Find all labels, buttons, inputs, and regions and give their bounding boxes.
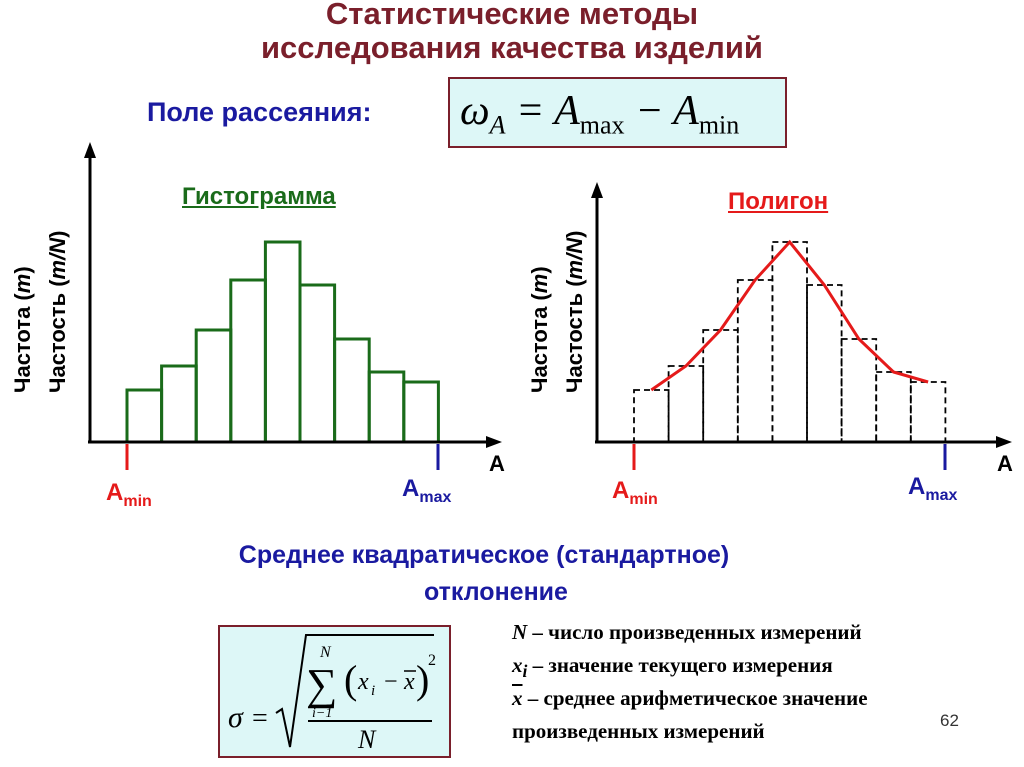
formula-minus: −: [384, 669, 398, 695]
i-subscript: i: [371, 683, 376, 699]
histogram-ylabel-frequency: Частота (m): [10, 266, 35, 393]
polygon-bar-8: [876, 372, 911, 442]
polygon-ylabel-relative: Частость (m/N): [562, 230, 587, 393]
std-dev-title-line-2: отклонение: [424, 578, 568, 606]
polygon-bar-7: [842, 339, 877, 442]
legend-line-n: N – число произведенных измерений: [512, 620, 862, 644]
polygon-bar-6: [807, 285, 842, 442]
sum-symbol: ∑: [306, 660, 338, 709]
x-bar: x: [404, 669, 415, 695]
polygon-x-label: A: [997, 451, 1013, 476]
scatter-field-label: Поле рассеяния:: [147, 97, 372, 127]
polygon-x-arrow: [996, 436, 1012, 448]
power-2: 2: [428, 652, 436, 669]
histogram-bar-5: [265, 242, 300, 442]
sum-lower-limit: i−1: [312, 706, 333, 721]
formula-eq-amax: = A: [505, 88, 580, 134]
std-dev-title-line-1: Среднее квадратическое (стандартное): [238, 541, 730, 569]
histogram-bar-6: [300, 285, 335, 442]
denominator-N: N: [358, 725, 376, 754]
formula-minus-amin: − A: [624, 88, 699, 134]
polygon-bar-2: [669, 366, 704, 442]
polygon-bar-5: [772, 242, 807, 442]
x-i: x: [358, 669, 369, 695]
polygon-dashed-bars: [634, 242, 945, 442]
legend-line-4: произведенных измерений: [512, 719, 765, 743]
polygon-title: Полигон: [728, 188, 829, 215]
max-subscript: max: [579, 110, 625, 140]
legend-line-xi: $x_i$ – значение текущего измерения: [512, 653, 833, 682]
page-title-line-2: исследования качества изделий: [261, 30, 763, 65]
page-title-line-1: Статистические методы: [325, 0, 699, 31]
polygon-bar-3: [703, 330, 738, 442]
histogram-bar-8: [369, 372, 404, 442]
histogram-y-arrow: [84, 142, 96, 158]
std-dev-formula: [218, 625, 451, 758]
histogram-bar-1: [127, 390, 162, 442]
polygon-amax-label: $A_{max}$: [908, 473, 958, 504]
paren-right: ): [416, 657, 430, 702]
min-subscript: min: [698, 110, 740, 140]
histogram-bar-7: [335, 339, 370, 442]
sum-upper-limit: N: [320, 644, 331, 661]
polygon-bar-4: [738, 280, 773, 442]
polygon-line: [651, 242, 928, 390]
histogram-amax-label: $A_{max}$: [402, 475, 452, 506]
histogram-bar-2: [162, 366, 197, 442]
histogram-title: Гистограмма: [182, 183, 336, 210]
histogram-bar-3: [196, 330, 231, 442]
polygon-ylabel-frequency: Частота (m): [527, 266, 552, 393]
legend-line-xbar: $\overline{x}$ – среднее арифметическое значение: [512, 686, 868, 710]
histogram-ylabel-relative: Частость (m/N): [45, 230, 70, 393]
polygon-bar-9: [911, 382, 946, 442]
polygon-amin-label: $A_{min}$: [612, 477, 658, 508]
omega-symbol: ω: [460, 88, 490, 134]
formula-equals: =: [252, 703, 268, 734]
histogram-amin-label: $A_{min}$: [106, 479, 152, 510]
histogram-chart: [0, 140, 520, 500]
omega-subscript: A: [489, 110, 506, 140]
polygon-y-arrow: [591, 182, 603, 198]
histogram-bar-9: [404, 382, 439, 442]
page-number: 62: [940, 711, 959, 730]
paren-left: (: [344, 657, 358, 702]
histogram-x-label: A: [489, 451, 505, 476]
histogram-bars: [127, 242, 438, 442]
sigma-symbol: σ: [228, 701, 243, 734]
std-dev-formula-svg: [220, 627, 449, 756]
polygon-bar-1: [634, 390, 669, 442]
histogram-bar-4: [231, 280, 266, 442]
scatter-field-formula: [448, 77, 787, 148]
polygon-chart: [500, 140, 1024, 500]
